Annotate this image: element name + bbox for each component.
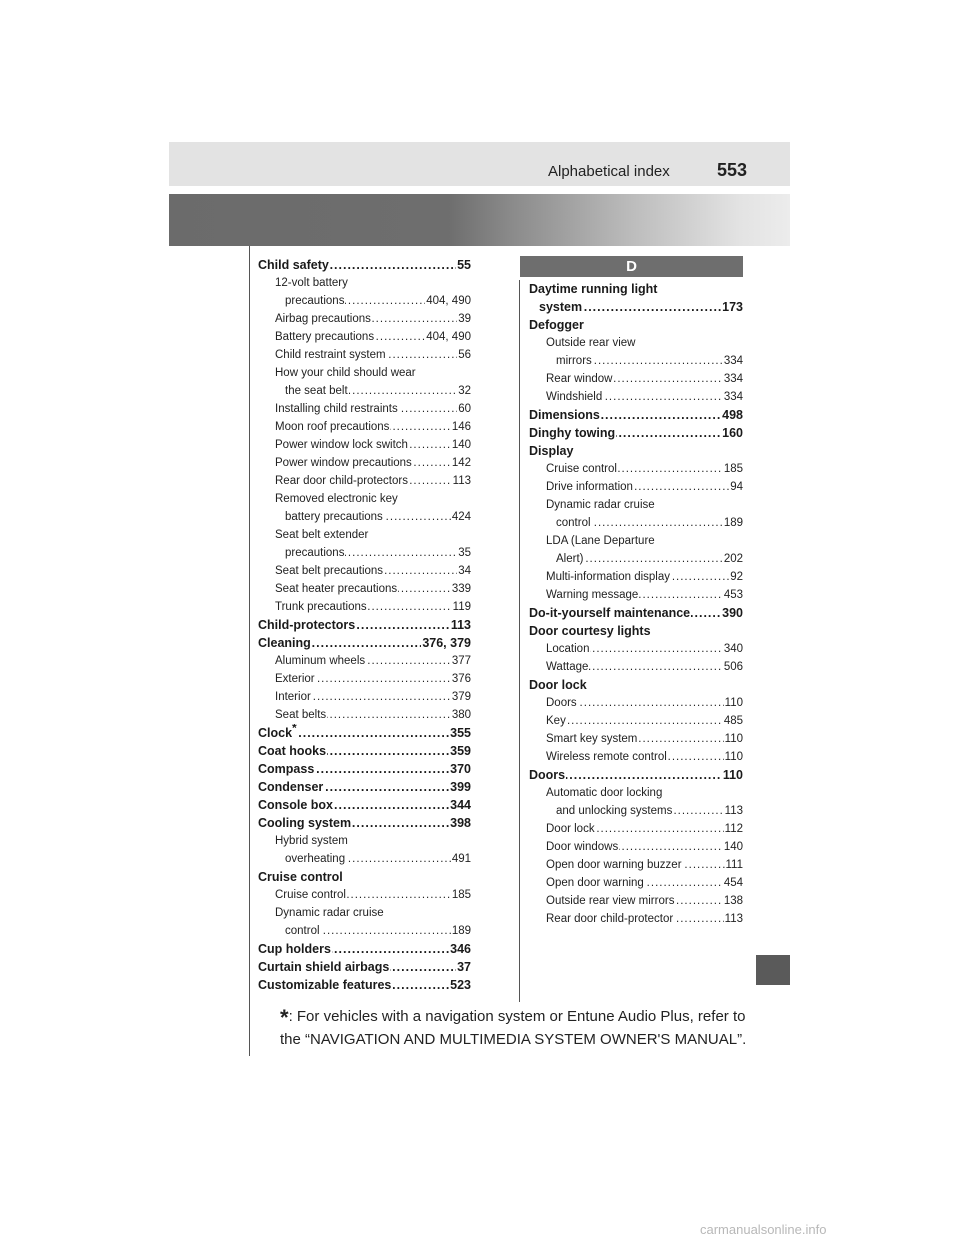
index-entry[interactable] (546, 388, 743, 406)
index-entry[interactable] (546, 730, 743, 748)
index-term: precautions (285, 547, 345, 559)
index-term: Child-protectors (258, 618, 356, 632)
footnote-reference: * (292, 724, 297, 735)
index-entry[interactable] (258, 940, 471, 958)
index-entry[interactable] (258, 814, 471, 832)
index-entry[interactable] (285, 850, 471, 868)
index-entry[interactable] (258, 724, 471, 742)
index-term: Hybrid system (275, 835, 348, 847)
index-heading (275, 274, 471, 292)
index-heading (275, 364, 471, 382)
index-term: Doors (546, 697, 577, 709)
index-term: Aluminum wheels (275, 655, 366, 667)
index-term: Rear window (546, 373, 613, 385)
index-entry[interactable] (275, 310, 471, 328)
index-term: Rear door child-protectors (275, 475, 408, 487)
index-term: Drive information (546, 481, 633, 493)
index-heading (529, 316, 743, 334)
index-term: Daytime running light (529, 282, 658, 296)
index-column-right (529, 280, 743, 928)
index-entry[interactable] (258, 742, 471, 760)
page-reference: 334 (723, 370, 743, 388)
index-term: Console box (258, 798, 334, 812)
index-entry[interactable] (275, 328, 471, 346)
index-entry[interactable] (258, 778, 471, 796)
index-term: system (539, 300, 583, 314)
index-term: precautions (285, 295, 345, 307)
page-reference: 113 (450, 618, 471, 632)
index-entry[interactable] (546, 586, 743, 604)
page-reference: 376, 379 (422, 636, 471, 650)
index-term: Wireless remote control (546, 751, 667, 763)
index-entry[interactable] (546, 658, 743, 676)
index-entry[interactable] (275, 346, 471, 364)
index-entry[interactable] (275, 598, 471, 616)
index-term: Installing child restraints (275, 403, 398, 415)
page-reference: 113 (724, 910, 743, 928)
page-reference: 34 (457, 562, 471, 580)
index-heading (275, 904, 471, 922)
index-entry[interactable] (529, 406, 743, 424)
index-term: Seat heater precautions (275, 583, 398, 595)
index-term: Dynamic radar cruise (546, 499, 655, 511)
page-reference: 32 (457, 382, 471, 400)
index-term: Doors (529, 768, 566, 782)
page-reference: 498 (722, 408, 743, 422)
index-term: LDA (Lane Departure (546, 535, 655, 547)
page-reference: 110 (724, 748, 743, 766)
index-entry[interactable] (258, 634, 471, 652)
page-number: 553 (717, 160, 748, 180)
index-entry[interactable] (546, 460, 743, 478)
page-reference: 60 (457, 400, 471, 418)
page-reference: 485 (723, 712, 743, 730)
index-entry[interactable] (258, 958, 471, 976)
index-entry[interactable] (285, 382, 471, 400)
index-term: Multi-information display (546, 571, 670, 583)
index-term: Door lock (529, 678, 587, 692)
page-reference: 110 (724, 694, 743, 712)
footnote-text: : For vehicles with a navigation system or Entune Audio Plus, refer to the “NAVIGATION AND MULTIMEDIA SYSTEM OWNER'S MANUAL”. (280, 1008, 747, 1048)
index-heading (529, 622, 743, 640)
index-entry[interactable] (285, 544, 471, 562)
page-reference: 185 (451, 886, 471, 904)
index-term: How your child should wear (275, 367, 416, 379)
index-heading (275, 526, 471, 544)
index-term: Dinghy towing (529, 426, 616, 440)
index-term: and unlocking systems (556, 805, 673, 817)
index-term: control (285, 925, 320, 937)
index-entry[interactable] (285, 922, 471, 940)
index-heading (546, 334, 743, 352)
page-reference: 189 (723, 514, 743, 532)
index-term: Defogger (529, 318, 584, 332)
index-term: Do-it-yourself maintenance (529, 606, 691, 620)
index-term: Alert) (556, 553, 584, 565)
index-entry[interactable] (556, 550, 743, 568)
page-reference: 355 (450, 726, 471, 740)
page-reference: 334 (723, 388, 743, 406)
index-term: Outside rear view (546, 337, 636, 349)
index-term: Wattage (546, 661, 589, 673)
index-entry[interactable] (546, 856, 743, 874)
index-entry[interactable] (546, 874, 743, 892)
index-entry[interactable] (529, 604, 743, 622)
index-entry[interactable] (546, 640, 743, 658)
index-entry[interactable] (275, 472, 471, 490)
page-reference: 399 (450, 780, 471, 794)
page-reference: 37 (457, 960, 471, 974)
index-term: Location (546, 643, 590, 655)
index-entry[interactable] (275, 886, 471, 904)
index-entry[interactable] (546, 712, 743, 730)
index-entry[interactable] (258, 796, 471, 814)
index-term: Door lock (546, 823, 595, 835)
index-term: Power window precautions (275, 457, 412, 469)
index-term: Dynamic radar cruise (275, 907, 384, 919)
page-reference: 523 (450, 978, 471, 992)
page-reference: 380 (451, 706, 471, 724)
index-term: Exterior (275, 673, 315, 685)
page-reference: 454 (723, 874, 743, 892)
index-term: Moon roof precautions (275, 421, 390, 433)
index-term: control (556, 517, 591, 529)
index-term: Key (546, 715, 566, 727)
index-entry[interactable] (556, 352, 743, 370)
index-term: Dimensions (529, 408, 600, 422)
index-term: mirrors (556, 355, 592, 367)
index-heading (275, 490, 471, 508)
index-entry[interactable] (529, 766, 743, 784)
index-entry[interactable] (546, 838, 743, 856)
page-reference: 113 (724, 802, 743, 820)
index-term: Curtain shield airbags (258, 960, 390, 974)
index-term: Cooling system (258, 816, 352, 830)
index-entry[interactable] (275, 454, 471, 472)
index-entry[interactable] (275, 418, 471, 436)
page-reference: 453 (723, 586, 743, 604)
index-term: Clock* (258, 726, 298, 740)
page-reference: 404, 490 (425, 328, 471, 346)
index-entry[interactable] (275, 688, 471, 706)
header-gradient-band (169, 194, 790, 246)
index-entry[interactable] (546, 820, 743, 838)
index-term: Display (529, 444, 574, 458)
index-entry[interactable] (546, 478, 743, 496)
index-term: Trunk precautions (275, 601, 367, 613)
index-term: Coat hooks (258, 744, 327, 758)
index-term: Seat belt extender (275, 529, 369, 541)
page-reference: 110 (724, 730, 743, 748)
index-entry[interactable] (258, 976, 471, 994)
index-entry[interactable] (258, 760, 471, 778)
index-heading (529, 676, 743, 694)
index-term: Child restraint system (275, 349, 386, 361)
index-entry[interactable] (285, 508, 471, 526)
page-reference: 94 (729, 478, 743, 496)
index-term: Cup holders (258, 942, 331, 956)
index-term: Battery precautions (275, 331, 375, 343)
page-reference: 140 (723, 838, 743, 856)
chapter-tab (756, 955, 790, 985)
footnote (280, 1006, 750, 1051)
index-entry[interactable] (275, 562, 471, 580)
page-reference: 344 (450, 798, 471, 812)
footnote-marker: * (280, 1005, 289, 1030)
page-reference: 110 (722, 768, 743, 782)
page-reference: 359 (450, 744, 471, 758)
index-term: Cruise control (546, 463, 617, 475)
page-title: Alphabetical index (548, 163, 670, 180)
page-reference: 189 (451, 922, 471, 940)
page-reference: 112 (724, 820, 743, 838)
index-term: Child safety (258, 258, 329, 272)
page-reference: 339 (451, 580, 471, 598)
index-term: the seat belt (285, 385, 348, 397)
index-entry[interactable] (546, 748, 743, 766)
index-term: Door courtesy lights (529, 624, 651, 638)
page-reference: 377 (451, 652, 471, 670)
page-reference: 491 (451, 850, 471, 868)
index-entry[interactable] (275, 652, 471, 670)
index-entry[interactable] (275, 580, 471, 598)
page-reference: 376 (451, 670, 471, 688)
index-entry[interactable] (546, 370, 743, 388)
index-term: Outside rear view mirrors (546, 895, 675, 907)
index-entry[interactable] (275, 436, 471, 454)
page-reference: 119 (452, 598, 471, 616)
index-heading (546, 532, 743, 550)
index-heading (529, 280, 743, 298)
index-term: Compass (258, 762, 315, 776)
index-entry[interactable] (546, 892, 743, 910)
index-term: Removed electronic key (275, 493, 398, 505)
page-reference: 202 (723, 550, 743, 568)
page-reference: 379 (451, 688, 471, 706)
page-reference: 340 (723, 640, 743, 658)
page-reference: 346 (450, 942, 471, 956)
index-term: Seat belt precautions (275, 565, 384, 577)
page-reference: 173 (722, 300, 743, 314)
index-entry[interactable] (258, 256, 471, 274)
index-heading (529, 442, 743, 460)
page-reference: 56 (457, 346, 471, 364)
page-reference: 39 (457, 310, 471, 328)
index-term: Power window lock switch (275, 439, 408, 451)
page-reference: 138 (723, 892, 743, 910)
page-reference: 35 (457, 544, 471, 562)
index-term: Interior (275, 691, 311, 703)
index-heading (546, 496, 743, 514)
index-term: Open door warning (546, 877, 644, 889)
index-term: Open door warning buzzer (546, 859, 682, 871)
index-entry[interactable] (275, 670, 471, 688)
page-reference: 146 (451, 418, 471, 436)
page-reference: 92 (729, 568, 743, 586)
index-entry[interactable] (529, 424, 743, 442)
page-reference: 142 (451, 454, 471, 472)
index-term: Cleaning (258, 636, 311, 650)
index-column-left (258, 256, 471, 994)
page-reference: 140 (451, 436, 471, 454)
page-reference: 185 (723, 460, 743, 478)
page-reference: 370 (450, 762, 471, 776)
index-term: Automatic door locking (546, 787, 663, 799)
index-term: Condenser (258, 780, 324, 794)
index-term: Seat belts (275, 709, 327, 721)
index-term: Cruise control (275, 889, 346, 901)
column-divider (519, 280, 520, 1002)
index-term: battery precautions (285, 511, 383, 523)
index-entry[interactable] (275, 706, 471, 724)
page-reference: 111 (725, 856, 743, 874)
left-margin-rule (249, 246, 250, 1056)
index-term: overheating (285, 853, 346, 865)
index-entry[interactable] (258, 616, 471, 634)
index-term: Smart key system (546, 733, 638, 745)
index-term: Rear door child-protector (546, 913, 674, 925)
section-letter-header: D (520, 256, 743, 277)
index-entry[interactable] (556, 514, 743, 532)
index-term: Warning message (546, 589, 639, 601)
index-heading (258, 868, 471, 886)
page-reference: 390 (722, 606, 743, 620)
index-entry[interactable] (556, 802, 743, 820)
page-reference: 506 (723, 658, 743, 676)
index-entry[interactable] (546, 910, 743, 928)
page-reference: 55 (457, 258, 471, 272)
page-reference: 398 (450, 816, 471, 830)
index-term: Windshield (546, 391, 603, 403)
watermark: carmanualsonline.info (700, 1222, 827, 1237)
header-bar (169, 142, 790, 186)
page-reference: 424 (451, 508, 471, 526)
index-entry[interactable] (546, 568, 743, 586)
page-reference: 113 (452, 472, 471, 490)
page-reference: 404, 490 (425, 292, 471, 310)
index-entry[interactable] (539, 298, 743, 316)
page-reference: 160 (722, 426, 743, 440)
index-entry[interactable] (275, 400, 471, 418)
index-term: 12-volt battery (275, 277, 348, 289)
index-term: Door windows (546, 841, 619, 853)
index-entry[interactable] (285, 292, 471, 310)
index-term: Cruise control (258, 870, 343, 884)
index-heading (546, 784, 743, 802)
index-entry[interactable] (546, 694, 743, 712)
page-reference: 334 (723, 352, 743, 370)
index-term: Customizable features (258, 978, 392, 992)
index-heading (275, 832, 471, 850)
index-term: Airbag precautions (275, 313, 371, 325)
